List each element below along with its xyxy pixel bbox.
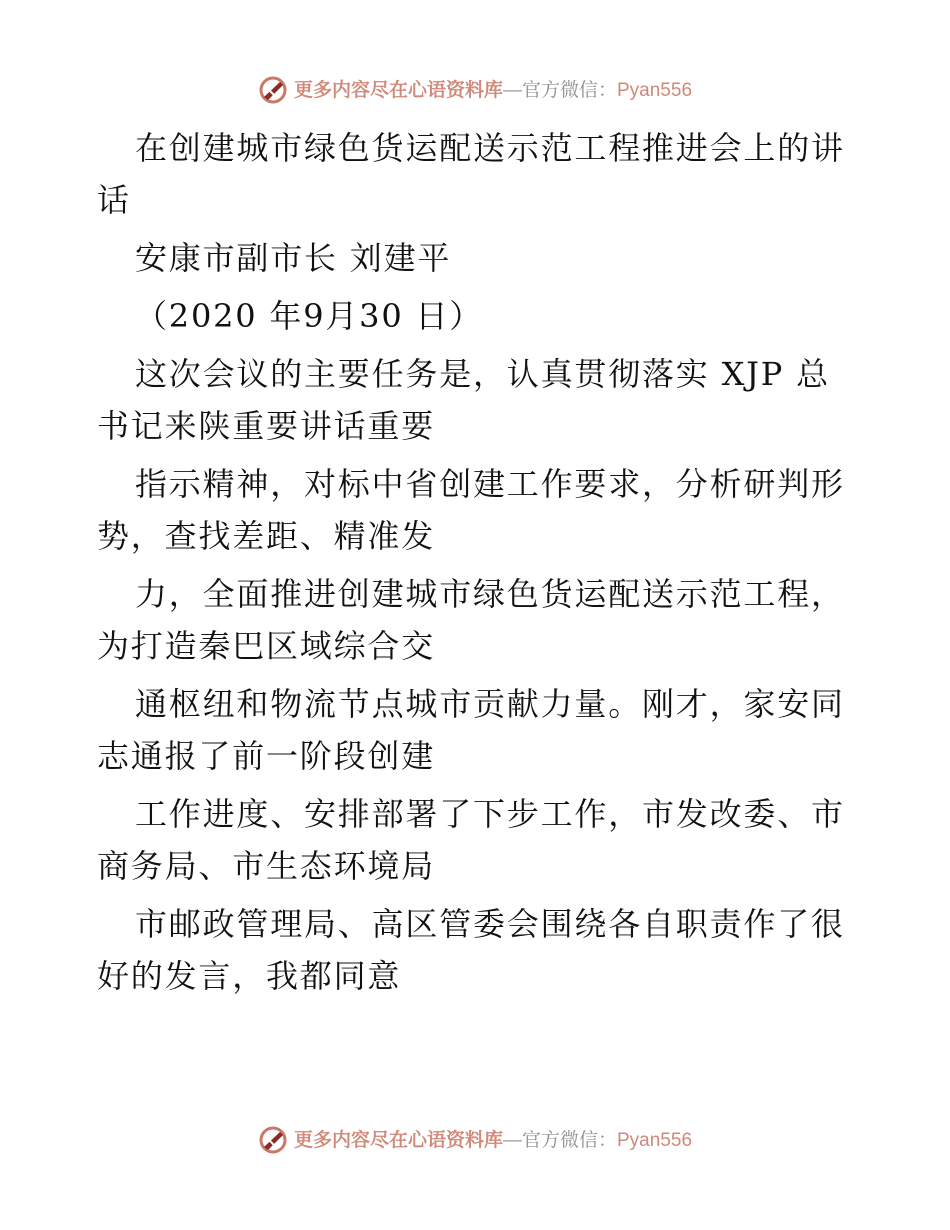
body-paragraph: 市邮政管理局、高区管委会围绕各自职责作了很好的发言，我都同意 [97,905,845,995]
header-dash: — [502,79,522,101]
header-wechat-label: 官方微信： [521,78,617,101]
footer-brand-text: 更多内容尽在心语资料库 [293,1128,503,1151]
header-watermark [0,70,950,110]
body-paragraph: 通枢纽和物流节点城市贡献力量。刚才，家安同志通报了前一阶段创建 [97,685,845,775]
footer-watermark [0,1120,950,1160]
brand-logo-icon [258,1125,288,1155]
footer-watermark-text [294,1128,692,1153]
body-paragraph: 指示精神，对标中省创建工作要求，分析研判形势，查找差距、精准发 [97,465,845,555]
speech-title: 在创建城市绿色货运配送示范工程推进会上的讲话 [97,129,845,219]
document-body [97,122,862,1002]
body-paragraph: 力，全面推进创建城市绿色货运配送示范工程，为打造秦巴区域综合交 [97,575,845,665]
body-paragraph: 这次会议的主要任务是，认真贯彻落实 XJP 总书记来陕重要讲话重要 [97,355,830,445]
speech-date: （2020 年9月30 日） [135,297,484,335]
footer-wechat-id: Pyan556 [617,1129,693,1151]
header-watermark-text [294,78,692,103]
brand-logo-icon [258,75,288,105]
body-paragraph: 工作进度、安排部署了下步工作，市发改委、市商务局、市生态环境局 [97,795,845,885]
speaker-line: 安康市副市长 刘建平 [135,239,452,277]
footer-dash: — [502,1129,522,1151]
header-brand-text: 更多内容尽在心语资料库 [293,78,503,101]
header-wechat-id: Pyan556 [617,79,693,101]
footer-wechat-label: 官方微信： [521,1128,617,1151]
